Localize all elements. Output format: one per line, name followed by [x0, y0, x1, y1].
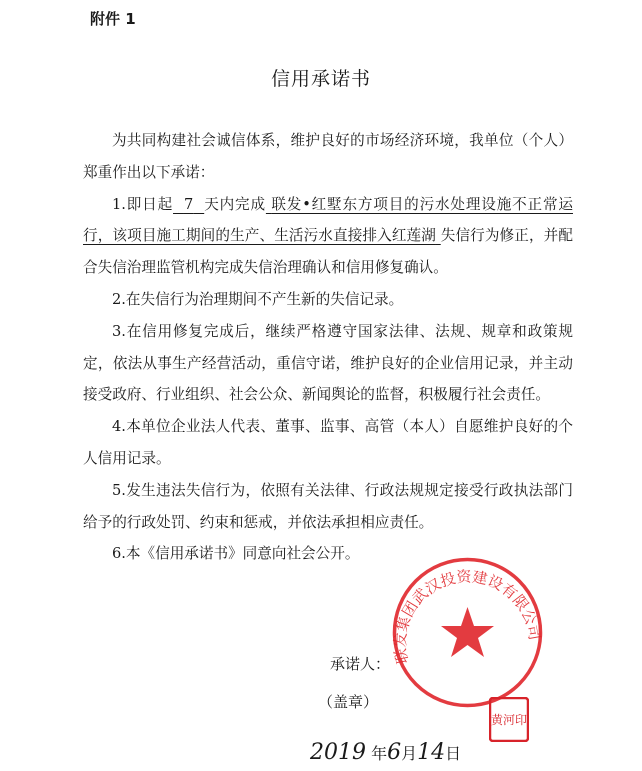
- item-1-days: 7: [183, 195, 194, 213]
- date-year-unit: 年: [371, 744, 388, 763]
- item-1-issue: 联发•红墅东方项目的污水处理设施不正常运行，该项目施工期间的生产、生活污水直接排入红莲湖: [83, 195, 573, 245]
- item-4: 4.本单位企业法人代表、董事、监事、高管（本人）自愿维护良好的个人信用记录。: [83, 418, 573, 467]
- promisor-label: 承诺人：: [330, 655, 391, 673]
- date-month: 6: [387, 740, 402, 765]
- date-day: 14: [417, 740, 446, 765]
- item-1-mid: 天内完成: [204, 195, 266, 213]
- item-6: 6.本《信用承诺书》同意向社会公开。: [112, 545, 360, 563]
- name-seal: [489, 697, 529, 742]
- date-day-unit: 日: [445, 744, 462, 763]
- date-year: 2019: [310, 740, 366, 765]
- item-1-suffix: 失信行为修正，并配合失信治理监管机构完成失信治理确认和信用修复确认。: [83, 227, 573, 277]
- item-1: [83, 189, 573, 284]
- stamp-text: 联发集团武汉投资建设有限公司: [391, 567, 544, 666]
- document-body: [83, 125, 573, 570]
- item-3: 3.在信用修复完成后，继续严格遵守国家法律、法规、规章和政策规定，依法从事生产经营活动，重信守诺，维护良好的企业信用记录，并主动接受政府、行业组织、社会公众、新闻舆论的监督，积极履行社会责任。: [83, 322, 573, 404]
- item-2: 2.在失信行为治理期间不产生新的失信记录。: [112, 290, 404, 308]
- item-5: 5.发生违法失信行为，依照有关法律、行政法规规定接受行政执法部门给予的行政处罚、约束和惩戒，并依法承担相应责任。: [83, 481, 573, 531]
- name-seal-text: 黄河印: [490, 713, 528, 727]
- item-1-prefix: 1.即日起: [112, 195, 174, 213]
- document-title: 信用承诺书: [270, 68, 371, 90]
- attachment-label: 附件 1: [90, 10, 136, 28]
- stamp-star-icon: [441, 607, 494, 657]
- seal-label: （盖章）: [318, 693, 379, 711]
- signature-date: [310, 740, 461, 765]
- intro-paragraph: 为共同构建社会诚信体系，维护良好的市场经济环境，我单位（个人）郑重作出以下承诺：: [83, 132, 573, 181]
- company-stamp: [390, 555, 545, 710]
- date-month-unit: 月: [401, 744, 418, 763]
